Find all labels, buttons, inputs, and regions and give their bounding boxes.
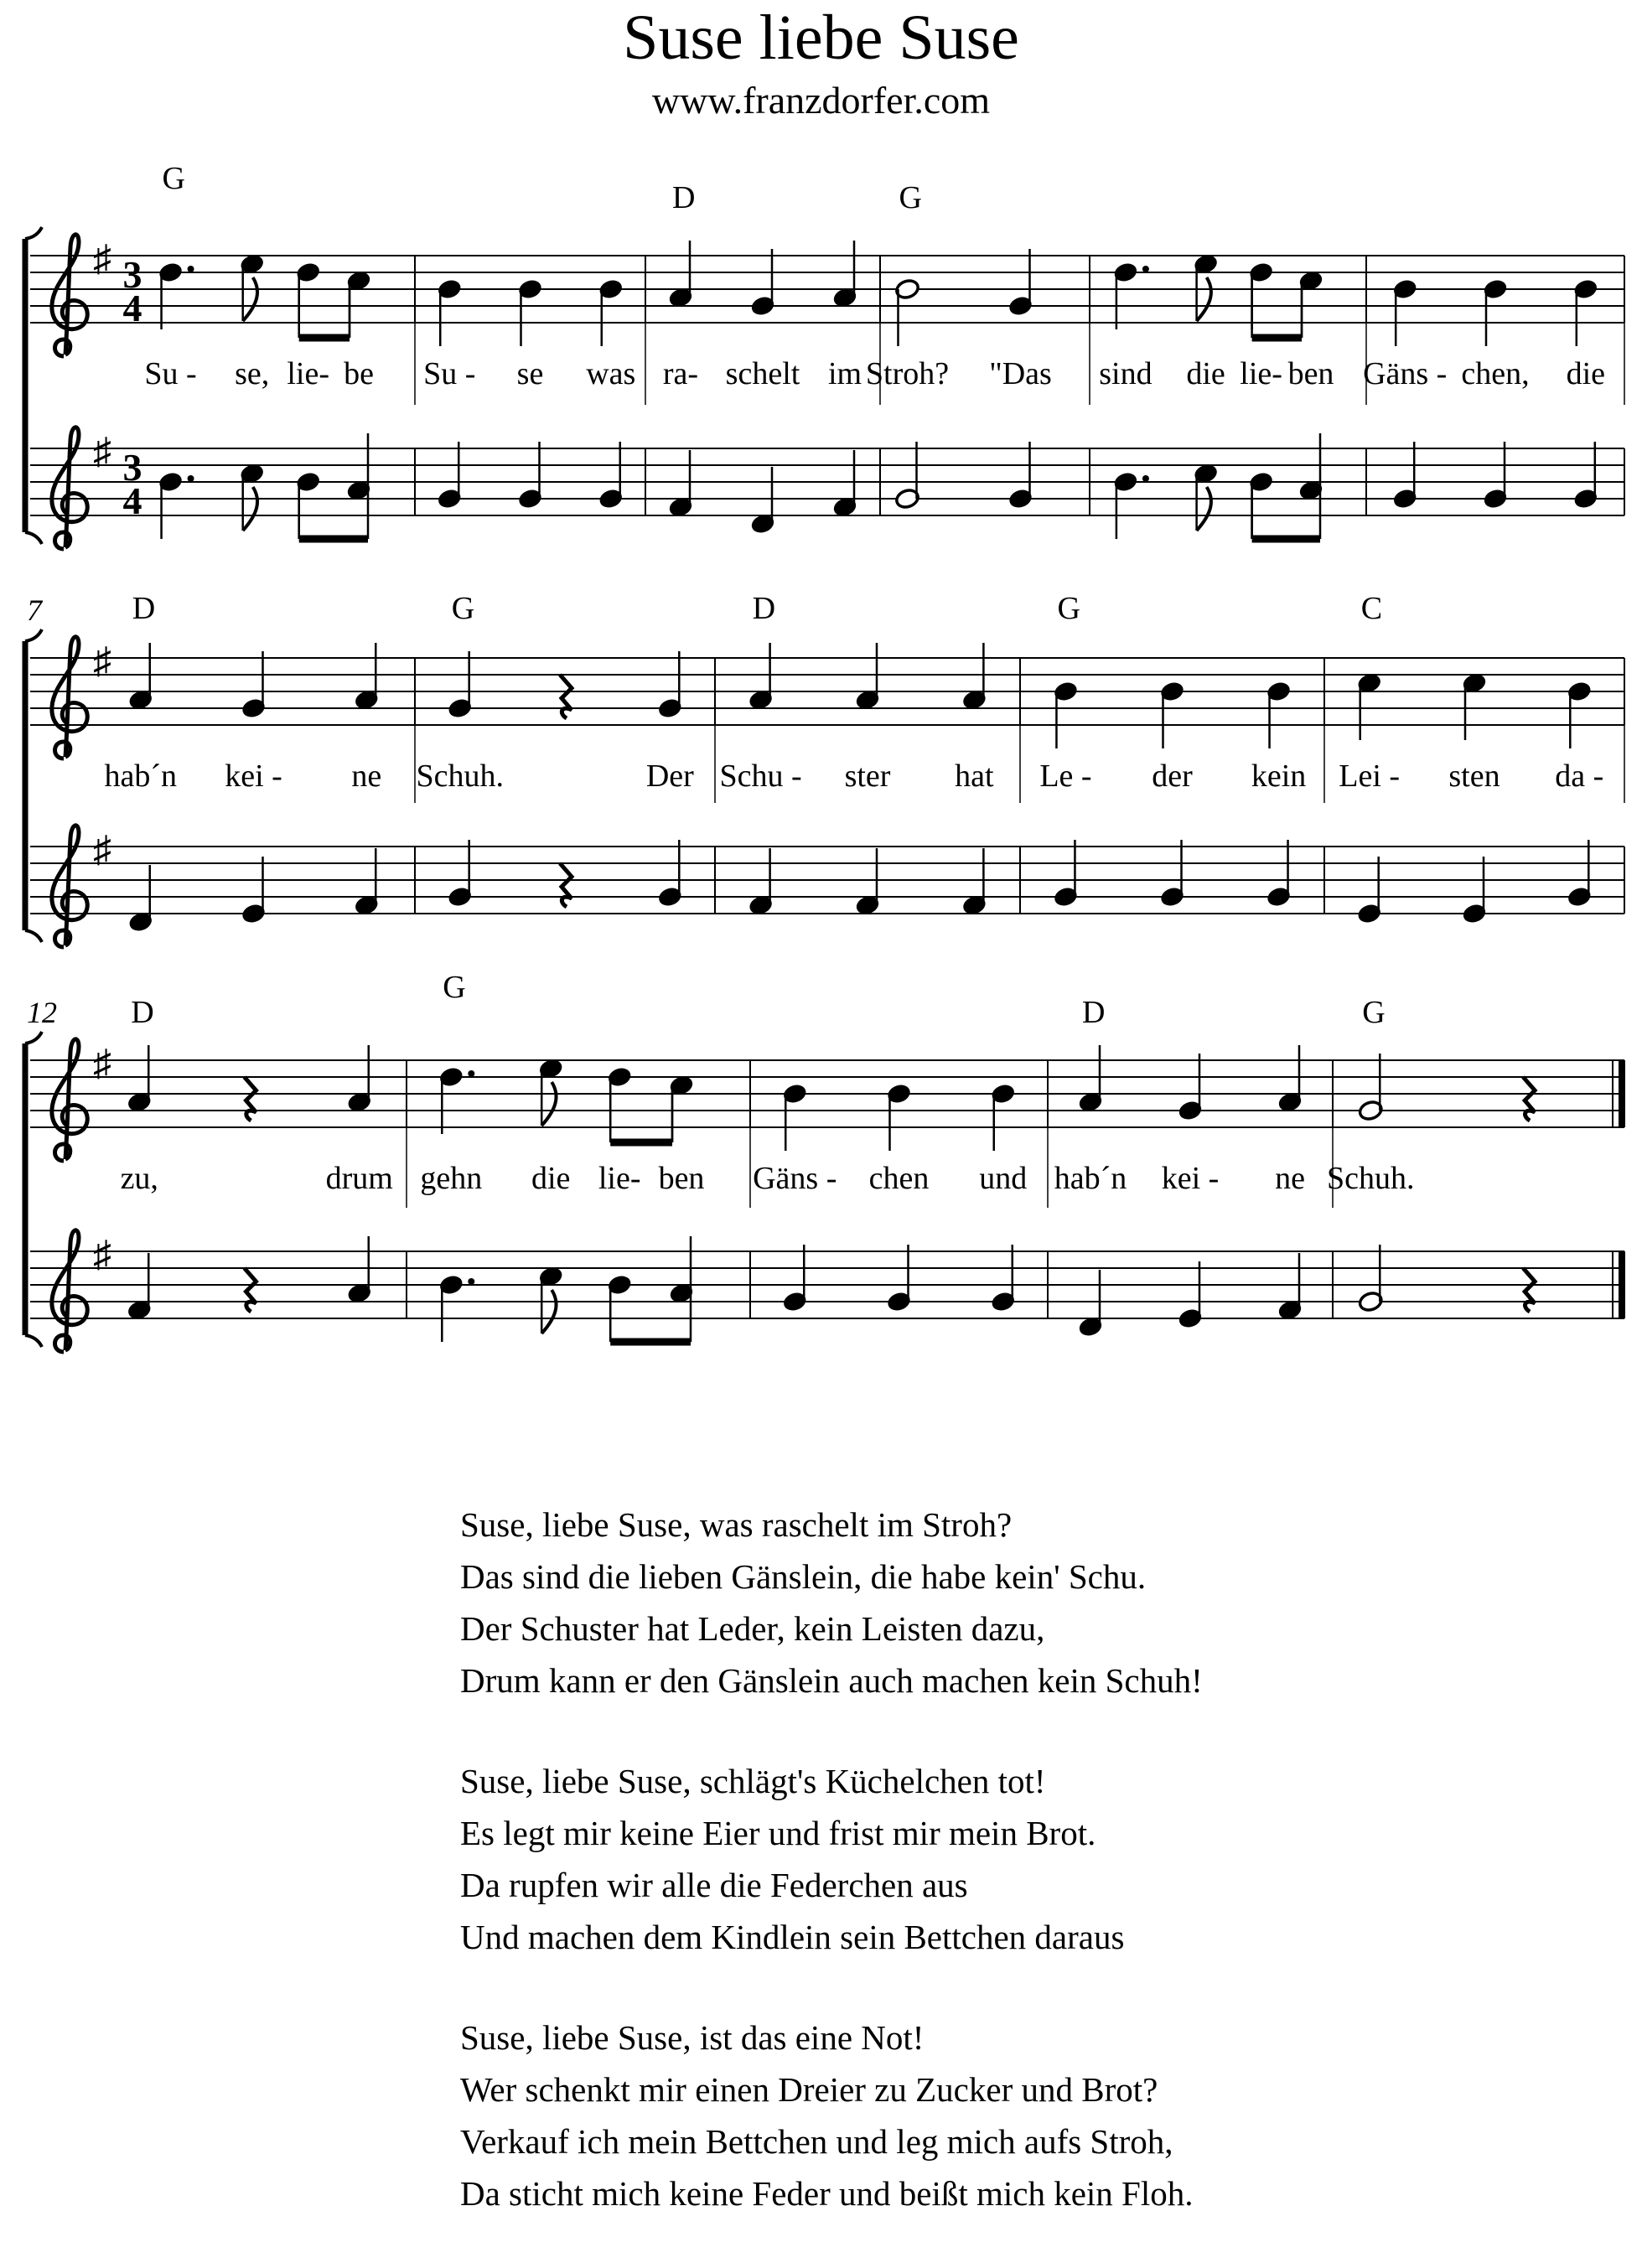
treble-clef-icon	[52, 427, 87, 549]
lyric-syllable: lie-	[287, 356, 330, 391]
lyric-syllable: Schuh.	[416, 759, 504, 794]
chord-symbol: D	[132, 591, 156, 626]
lyric-syllable: lie-	[1240, 356, 1282, 391]
verse-line: Der Schuster hat Leder, kein Leisten dazu,	[460, 1609, 1045, 1648]
treble-clef-icon	[52, 235, 87, 356]
augmentation-dot	[188, 266, 194, 272]
lyric-syllable: chen,	[1461, 356, 1530, 391]
chord-symbol: D	[1082, 995, 1106, 1030]
verse-line: Drum kann er den Gänslein auch machen kein Schuh!	[460, 1661, 1203, 1700]
augmentation-dot	[468, 1070, 474, 1077]
sharp-icon: ♯	[93, 1234, 111, 1275]
lyric-syllable: sind	[1099, 356, 1153, 391]
quarter-rest-icon	[245, 1268, 256, 1312]
time-signature-numerator: 3	[122, 446, 142, 489]
verse-1	[460, 1499, 1550, 1706]
lyric-syllable: die	[531, 1161, 571, 1196]
lyric-syllable: kei -	[1161, 1161, 1220, 1196]
lyric-syllable: drum	[325, 1161, 393, 1196]
bracket-hook	[25, 1032, 42, 1043]
chord-symbol: G	[451, 591, 475, 626]
bracket-hook	[25, 1335, 42, 1347]
clef-path	[52, 826, 87, 947]
quarter-rest-icon	[1523, 1077, 1535, 1121]
eighth-flag	[243, 487, 257, 531]
treble-clef-icon	[52, 826, 87, 947]
quarter-rest-icon	[245, 1077, 256, 1121]
quarter-rest-icon	[560, 675, 572, 718]
lyric-syllable: hat	[955, 759, 994, 794]
lyric-syllable: und	[979, 1161, 1028, 1196]
time-signature-denominator: 4	[122, 479, 142, 522]
augmentation-dot	[1142, 475, 1149, 482]
treble-clef-icon	[52, 1039, 87, 1161]
chord-symbol: G	[162, 161, 186, 196]
website-url: www.franzdorfer.com	[651, 79, 991, 122]
bracket-hook	[25, 629, 42, 641]
lyric-syllable: der	[1152, 759, 1193, 794]
lyric-syllable: ben	[658, 1161, 705, 1196]
lyric-syllable: was	[586, 356, 636, 391]
chord-symbol: D	[672, 180, 696, 215]
lyric-syllable: se,	[235, 356, 270, 391]
clef-path	[52, 1230, 87, 1352]
eighth-flag	[1197, 487, 1211, 531]
verse-line: Suse, liebe Suse, was raschelt im Stroh?	[460, 1505, 1013, 1544]
verse-line: Suse, liebe Suse, schlägt's Küchelchen tot!	[460, 1762, 1046, 1800]
lyric-syllable: die	[1186, 356, 1225, 391]
augmentation-dot	[188, 475, 194, 482]
lyric-syllable: Lei -	[1339, 759, 1401, 794]
chord-symbol: C	[1360, 591, 1383, 626]
measure-number: 7	[27, 593, 42, 627]
lyric-syllable: ben	[1287, 356, 1334, 391]
treble-clef-icon	[52, 637, 87, 759]
time-signature-denominator: 4	[122, 287, 142, 329]
chord-symbol: G	[443, 970, 466, 1005]
treble-clef-icon	[52, 1230, 87, 1352]
lyric-syllable: zu,	[120, 1161, 158, 1196]
lyric-syllable: die	[1566, 356, 1606, 391]
clef-path	[52, 427, 87, 549]
lyric-syllable: Gäns -	[1363, 356, 1448, 391]
lyric-syllable: schelt	[725, 356, 800, 391]
chord-symbol: D	[752, 591, 776, 626]
quarter-rest-icon	[560, 863, 572, 907]
verse-line: Da rupfen wir alle die Federchen aus	[460, 1866, 968, 1904]
time-signature-numerator: 3	[122, 253, 142, 296]
lyric-syllable: ne	[1275, 1161, 1305, 1196]
lyric-syllable: kei -	[225, 759, 282, 794]
quarter-rest-icon	[1523, 1268, 1535, 1312]
chord-symbol: G	[899, 180, 922, 215]
sharp-icon: ♯	[93, 1043, 111, 1084]
verse-line: Das sind die lieben Gänslein, die habe kein' Schu.	[460, 1557, 1147, 1596]
lyric-syllable: Su -	[423, 356, 476, 391]
verse-line: Da sticht mich keine Feder und beißt mich kein Floh.	[460, 2174, 1194, 2213]
bracket-hook	[25, 532, 42, 544]
verse-line: Wer schenkt mir einen Dreier zu Zucker und Brot?	[460, 2070, 1158, 2109]
lyric-syllable: sten	[1448, 759, 1500, 794]
lyric-syllable: chen	[868, 1161, 930, 1196]
lyric-syllable: ster	[844, 759, 891, 794]
sharp-icon: ♯	[93, 829, 111, 870]
lyric-syllable: da -	[1555, 759, 1604, 794]
verse-line: Es legt mir keine Eier und frist mir mein Brot.	[460, 1814, 1096, 1852]
lyric-syllable: Der	[645, 759, 694, 794]
verse-line: Und machen dem Kindlein sein Bettchen daraus	[460, 1918, 1125, 1956]
clef-path	[52, 235, 87, 356]
sharp-icon: ♯	[93, 238, 111, 279]
verse-line: Suse, liebe Suse, ist das eine Not!	[460, 2018, 925, 2057]
lyric-syllable: gehn	[420, 1161, 483, 1196]
lyric-syllable: Su -	[144, 356, 197, 391]
eighth-flag	[541, 1290, 556, 1333]
verse-2	[460, 1755, 1550, 1963]
chord-symbol: D	[131, 995, 154, 1030]
verse-3	[460, 2012, 1550, 2219]
augmentation-dot	[1142, 266, 1149, 272]
verse-line: Verkauf ich mein Bettchen und leg mich aufs Stroh,	[460, 2122, 1173, 2161]
clef-path	[52, 637, 87, 759]
bracket-hook	[25, 227, 42, 239]
lyric-syllable: ne	[351, 759, 382, 794]
lyric-syllable: im	[827, 356, 862, 391]
lyric-syllable: be	[344, 356, 374, 391]
lyric-syllable: ra-	[662, 356, 699, 391]
measure-number: 12	[27, 996, 57, 1029]
lyric-syllable: hab´n	[1054, 1161, 1127, 1196]
lyric-syllable: "Das	[989, 356, 1052, 391]
lyric-syllable: Schuh.	[1326, 1161, 1415, 1196]
lyric-syllable: kein	[1251, 759, 1307, 794]
lyric-syllable: Le -	[1039, 759, 1092, 794]
eighth-flag	[541, 1082, 556, 1126]
augmentation-dot	[468, 1278, 474, 1285]
bracket-hook	[25, 930, 42, 942]
eighth-flag	[1197, 277, 1211, 321]
eighth-flag	[243, 277, 257, 321]
clef-path	[52, 1039, 87, 1161]
lyric-syllable: Schu -	[719, 759, 802, 794]
chord-symbol: G	[1362, 995, 1386, 1030]
lyric-syllable: Gäns -	[753, 1161, 837, 1196]
lyric-syllable: lie-	[598, 1161, 641, 1196]
sharp-icon: ♯	[93, 431, 111, 472]
chord-symbol: G	[1057, 591, 1080, 626]
lyric-syllable: se	[516, 356, 544, 391]
lyric-syllable: Stroh?	[865, 356, 950, 391]
sharp-icon: ♯	[93, 640, 111, 681]
lyric-syllable: hab´n	[104, 759, 178, 794]
song-title: Suse liebe Suse	[623, 3, 1019, 73]
lyrics-verses	[460, 1499, 1550, 2268]
